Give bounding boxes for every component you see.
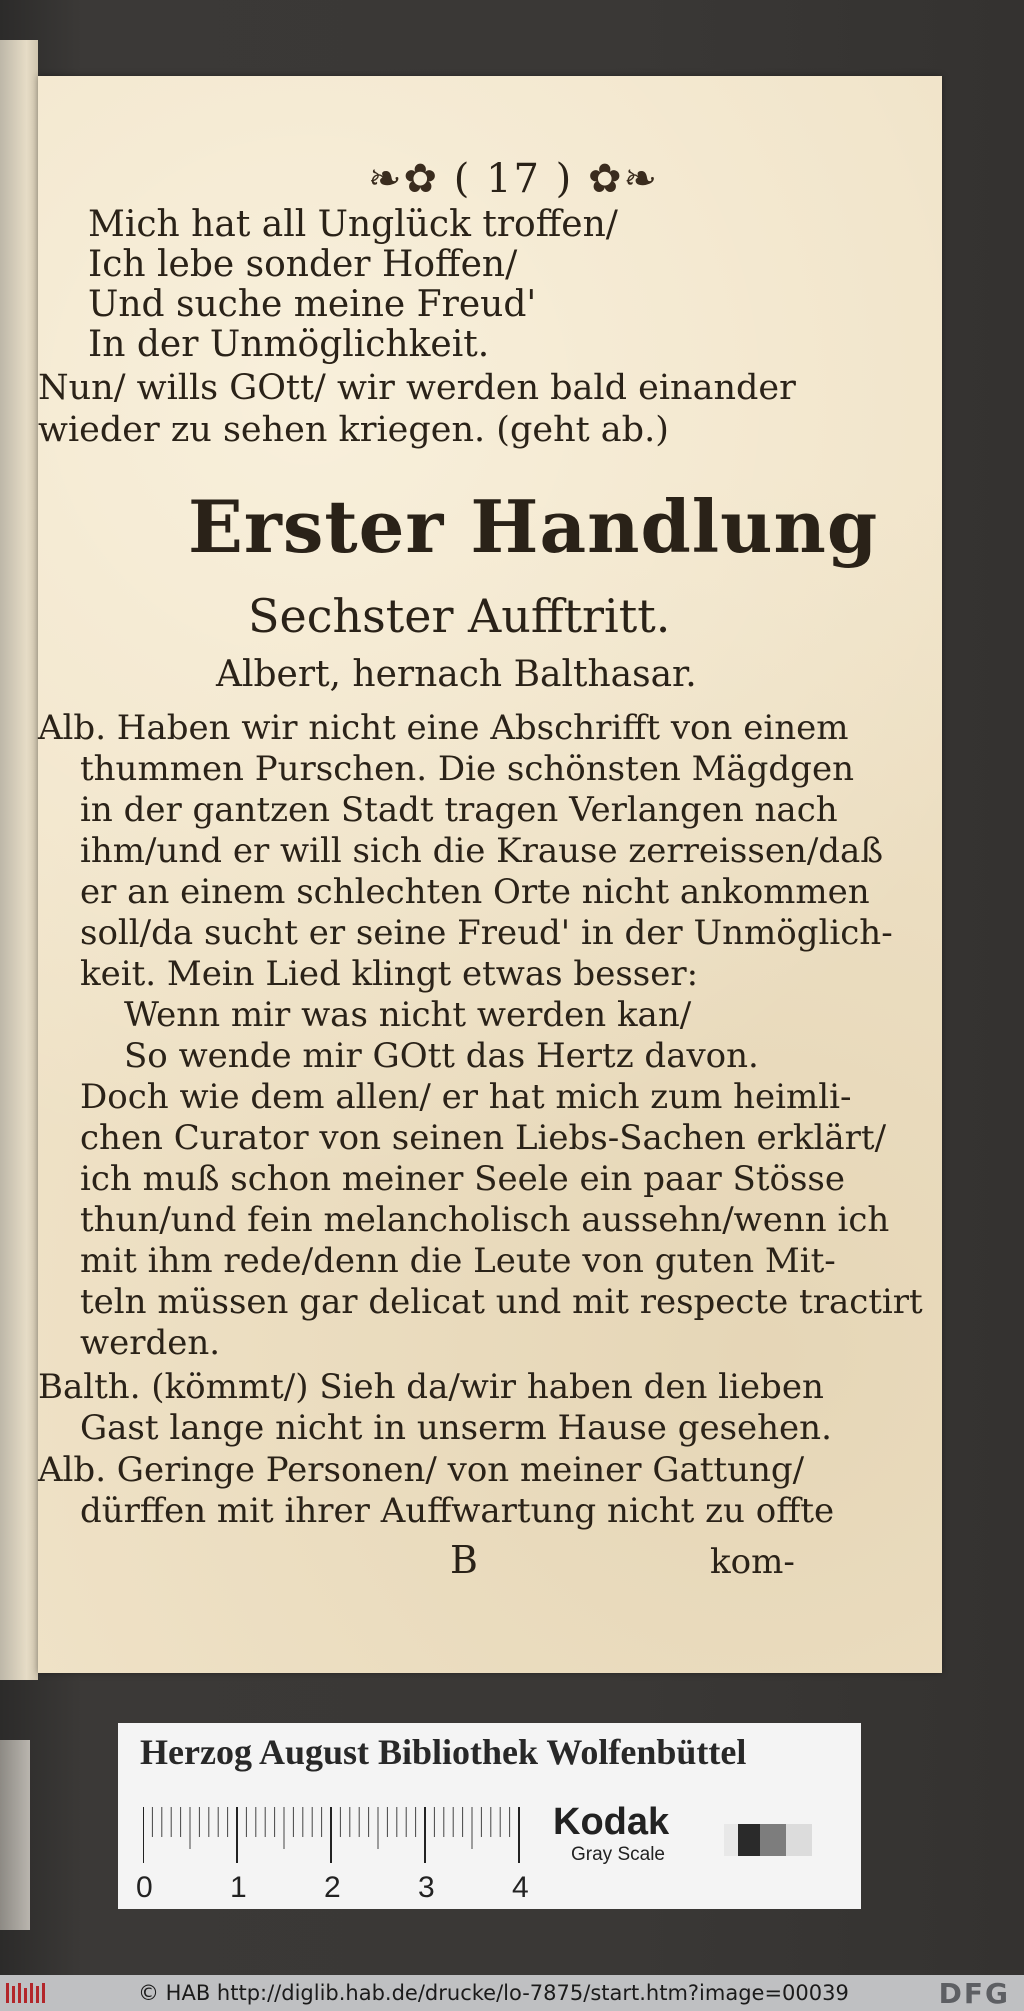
adjacent-page-edge-lower [0,1740,30,1930]
dfg-logo: DFG [938,1977,1010,2010]
gray-scale-swatch-icon [724,1824,812,1856]
gray-scale-label: Gray Scale [571,1844,665,1865]
dialogue-line: teln müssen gar delicat und mit respecte tractirt [80,1282,923,1322]
library-name: Herzog August Bibliothek Wolfenbüttel [140,1732,747,1772]
dialogue-line: in der gantzen Stadt tragen Verlangen nach [80,790,838,830]
ruler-number: 0 [136,1871,153,1904]
dialogue-line: wieder zu sehen kriegen. (geht ab.) [38,410,669,450]
dialogue-line: Alb. Haben wir nicht eine Abschrifft von einem [38,708,849,748]
act-heading: Erster Handlung [188,484,879,569]
hab-logo-icon [4,1980,48,2006]
scene-heading: Sechster Aufftritt. [248,589,671,643]
quoted-verse-line: So wende mir GOtt das Hertz davon. [124,1036,759,1076]
dialogue-line: er an einem schlechten Orte nicht ankommen [80,872,870,912]
dialogue-line: Balth. (kömmt/) Sieh da/wir haben den lieben [38,1367,824,1407]
ruler-scale-icon [143,1807,563,1867]
dialogue-line: Doch wie dem allen/ er hat mich zum heimli- [80,1077,852,1117]
page-number: ( 17 ) [453,156,574,202]
signature-mark: B [450,1538,478,1582]
dialogue-line: keit. Mein Lied klingt etwas besser: [80,954,699,994]
adjacent-page-edge [0,40,38,1680]
dialogue-line: Gast lange nicht in unserm Hause gesehen. [80,1408,832,1448]
ruler-number: 1 [230,1871,247,1904]
dialogue-line: soll/da sucht er seine Freud' in der Unmöglich- [80,913,893,953]
viewer-footer [0,1975,1024,2011]
copyright-link[interactable]: © HAB http://diglib.hab.de/drucke/lo-7875/start.htm?image=00039 [138,1981,849,2005]
calibration-card [118,1723,861,1909]
right-ornament-icon: ✿❧ [588,156,660,202]
dialogue-line: ihm/und er will sich die Krause zerreissen/daß [80,831,884,871]
ruler-number: 4 [512,1871,529,1904]
verse-line: Mich hat all Unglück troffen/ [88,204,618,245]
dialogue-line: Nun/ wills GOtt/ wir werden bald einander [38,368,796,408]
verse-line: Und suche meine Freud' [88,284,537,325]
quoted-verse-line: Wenn mir was nicht werden kan/ [124,995,692,1035]
ruler-number: 2 [324,1871,341,1904]
dialogue-line: mit ihm rede/denn die Leute von guten Mit- [80,1241,836,1281]
dialogue-line: Alb. Geringe Personen/ von meiner Gattung/ [38,1450,805,1490]
kodak-brand: Kodak [553,1801,670,1843]
book-page [38,76,942,1673]
dialogue-line: thummen Purschen. Die schönsten Mägdgen [80,749,854,789]
dialogue-line: werden. [80,1323,221,1363]
catchword: kom- [710,1542,795,1582]
verse-line: In der Unmöglichkeit. [88,324,490,365]
dialogue-line: thun/und fein melancholisch aussehn/wenn ich [80,1200,890,1240]
dialogue-line: dürffen mit ihrer Auffwartung nicht zu offte [80,1491,835,1531]
left-ornament-icon: ❧✿ [368,156,440,202]
ruler-number: 3 [418,1871,435,1904]
characters-line: Albert, hernach Balthasar. [216,654,697,695]
page-number-line [368,156,659,202]
dialogue-line: ich muß schon meiner Seele ein paar Stösse [80,1159,845,1199]
dialogue-line: chen Curator von seinen Liebs-Sachen erklärt/ [80,1118,887,1158]
verse-line: Ich lebe sonder Hoffen/ [88,244,518,285]
